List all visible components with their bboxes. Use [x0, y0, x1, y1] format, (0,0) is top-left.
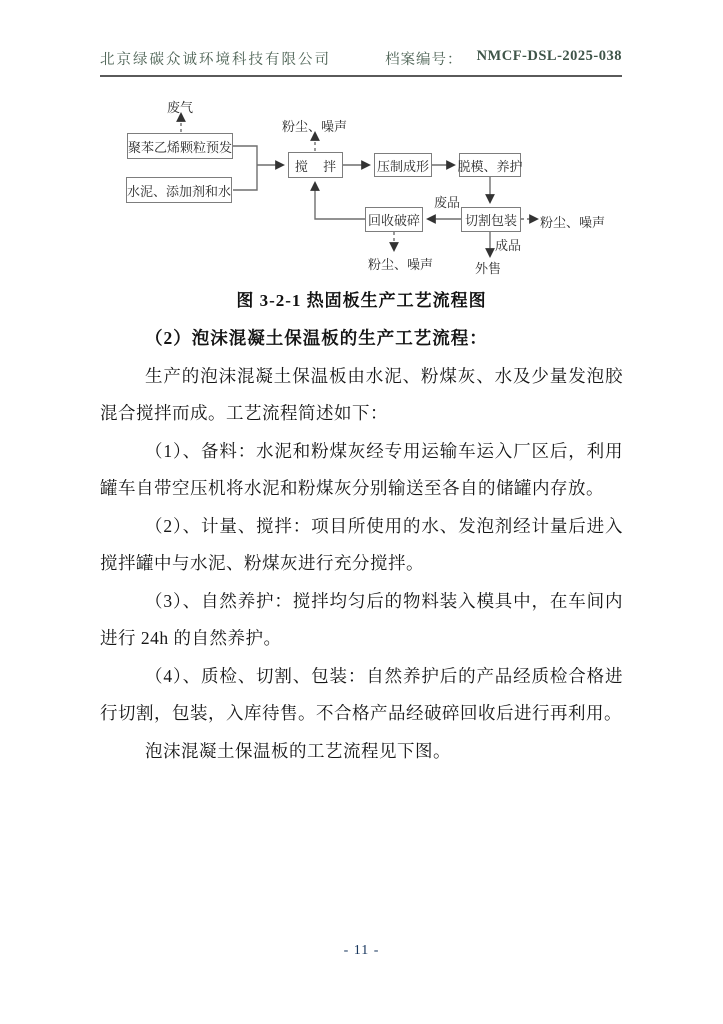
flow-box-recycle-crushing: 回收破碎 [365, 207, 423, 232]
flow-arrows-svg [0, 0, 723, 285]
paragraph-step-4: （4）、质检、切割、包装：自然养护后的产品经质检合格进行切割，包装，入库待售。不合格产品经破碎回收后进行再利用。 [100, 665, 623, 723]
flow-label-waste-gas: 废气 [167, 100, 194, 115]
flow-box-cement-additives-water: 水泥、添加剂和水 [126, 177, 232, 203]
paragraph-intro: 生产的泡沫混凝土保温板由水泥、粉煤灰、水及少量发泡胶混合搅拌而成。工艺流程简述如下： [100, 365, 623, 423]
flow-box-polystyrene-pre-expansion: 聚苯乙烯颗粒预发 [127, 133, 233, 159]
flow-label-finished-product: 成品 [495, 238, 522, 253]
flow-label-dust-noise-bottom: 粉尘、噪声 [368, 257, 434, 272]
flow-box-demold-curing: 脱模、养护 [459, 153, 521, 177]
paragraph-step-2: （2）、计量、搅拌：项目所使用的水、发泡剂经计量后进入搅拌罐中与水泥、粉煤灰进行充分搅拌。 [100, 515, 623, 573]
flow-label-dust-noise-right: 粉尘、噪声 [540, 215, 606, 230]
paragraph-step-3: （3）、自然养护：搅拌均匀后的物料装入模具中，在车间内进行 24h 的自然养护。 [100, 590, 623, 648]
archive-number-label: 档案编号： [385, 52, 463, 68]
archive-number-value: NMCF-DSL-2025-038 [476, 48, 622, 64]
flow-box-mixing: 搅 拌 [288, 152, 343, 178]
paragraph-closing: 泡沫混凝土保温板的工艺流程见下图。 [145, 740, 451, 761]
flow-label-dust-noise-top: 粉尘、噪声 [282, 119, 348, 134]
paragraph-step-1: （1）、备料：水泥和粉煤灰经专用运输车运入厂区后，利用罐车自带空压机将水泥和粉煤灰分别输送至各自的储罐内存放。 [100, 440, 623, 498]
company-name: 北京绿碳众诚环境科技有限公司 [100, 52, 331, 68]
flow-label-waste-product: 废品 [434, 195, 461, 210]
process-flowchart [0, 0, 723, 285]
flow-box-cutting-packaging: 切割包装 [461, 207, 521, 232]
page-number: - 11 - [343, 943, 380, 958]
body-text [100, 320, 623, 770]
flow-box-press-forming: 压制成形 [374, 153, 432, 177]
section-heading: （2）泡沫混凝土保温板的生产工艺流程： [145, 328, 488, 348]
figure-caption: 图 3-2-1 热固板生产工艺流程图 [236, 291, 487, 310]
flow-label-external-sale: 外售 [475, 261, 502, 276]
